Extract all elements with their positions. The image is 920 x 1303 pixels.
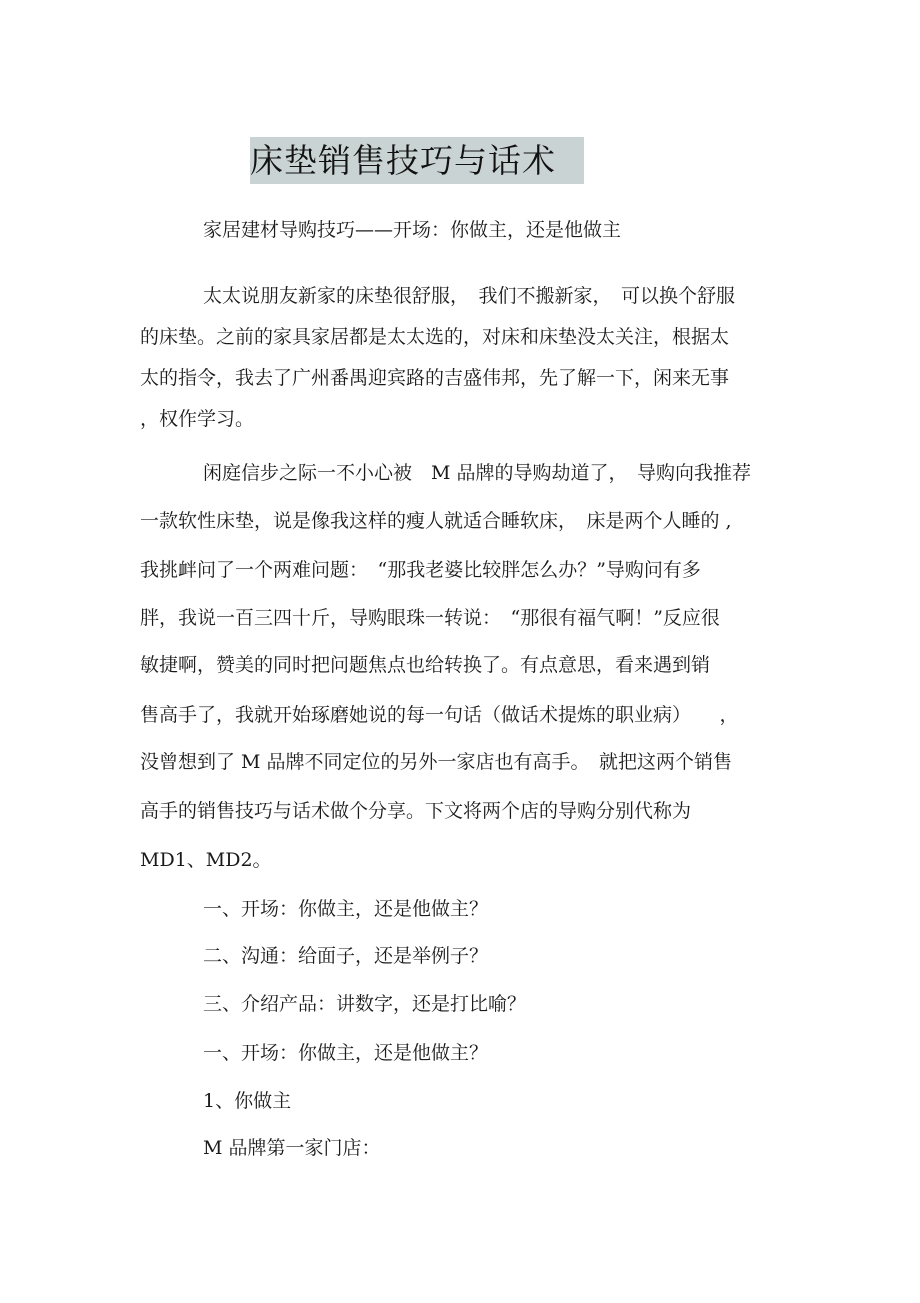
paragraph-1-line: 太的指令，我去了广州番禺迎宾路的吉盛伟邦，先了解一下，闲来无事 <box>140 367 730 389</box>
paragraph-2-line: 我挑衅问了一个两难问题： “那我老婆比较胖怎么办？”导购问有多 <box>140 559 701 581</box>
document-subtitle: 家居建材导购技巧——开场：你做主，还是他做主 <box>203 219 622 241</box>
section-heading: 一、开场：你做主，还是他做主？ <box>203 1042 489 1064</box>
outline-item: 三、介绍产品：讲数字，还是打比喻？ <box>203 993 527 1015</box>
store-label: M 品牌第一家门店： <box>203 1137 381 1159</box>
paragraph-1-line: 的床垫。之前的家具家居都是太太选的，对床和床垫没太关注，根据太 <box>140 326 730 348</box>
outline-item: 二、沟通：给面子，还是举例子？ <box>203 945 489 967</box>
outline-item: 一、开场：你做主，还是他做主？ <box>203 898 489 920</box>
paragraph-2-line: 胖，我说一百三四十斤，导购眼珠一转说： “那很有福气啊！”反应很 <box>140 607 720 629</box>
paragraph-2-line: 敏捷啊，赞美的同时把问题焦点也给转换了。有点意思，看来遇到销 <box>140 654 711 676</box>
paragraph-2-line: 售高手了，我就开始琢磨她说的每一句话（做话术提炼的职业病） ， <box>140 704 739 726</box>
subsection-heading: 1、你做主 <box>203 1090 292 1112</box>
paragraph-1-line: ，权作学习。 <box>140 408 255 430</box>
paragraph-2-line: 闲庭信步之际一不小心被 M 品牌的导购劫道了， 导购向我推荐 <box>203 462 751 484</box>
paragraph-2-line: 高手的销售技巧与话术做个分享。下文将两个店的导购分别代称为 <box>140 800 692 822</box>
paragraph-2-line: MD1、MD2。 <box>140 849 272 871</box>
paragraph-2-line: 一款软性床垫，说是像我这样的瘦人就适合睡软床， 床是两个人睡的 , <box>140 510 732 532</box>
paragraph-2-line: 没曾想到了 M 品牌不同定位的另外一家店也有高手。 就把这两个销售 <box>140 751 733 773</box>
document-title: 床垫销售技巧与话术 <box>250 137 584 184</box>
paragraph-1-line: 太太说朋友新家的床垫很舒服， 我们不搬新家， 可以换个舒服 <box>203 285 736 307</box>
